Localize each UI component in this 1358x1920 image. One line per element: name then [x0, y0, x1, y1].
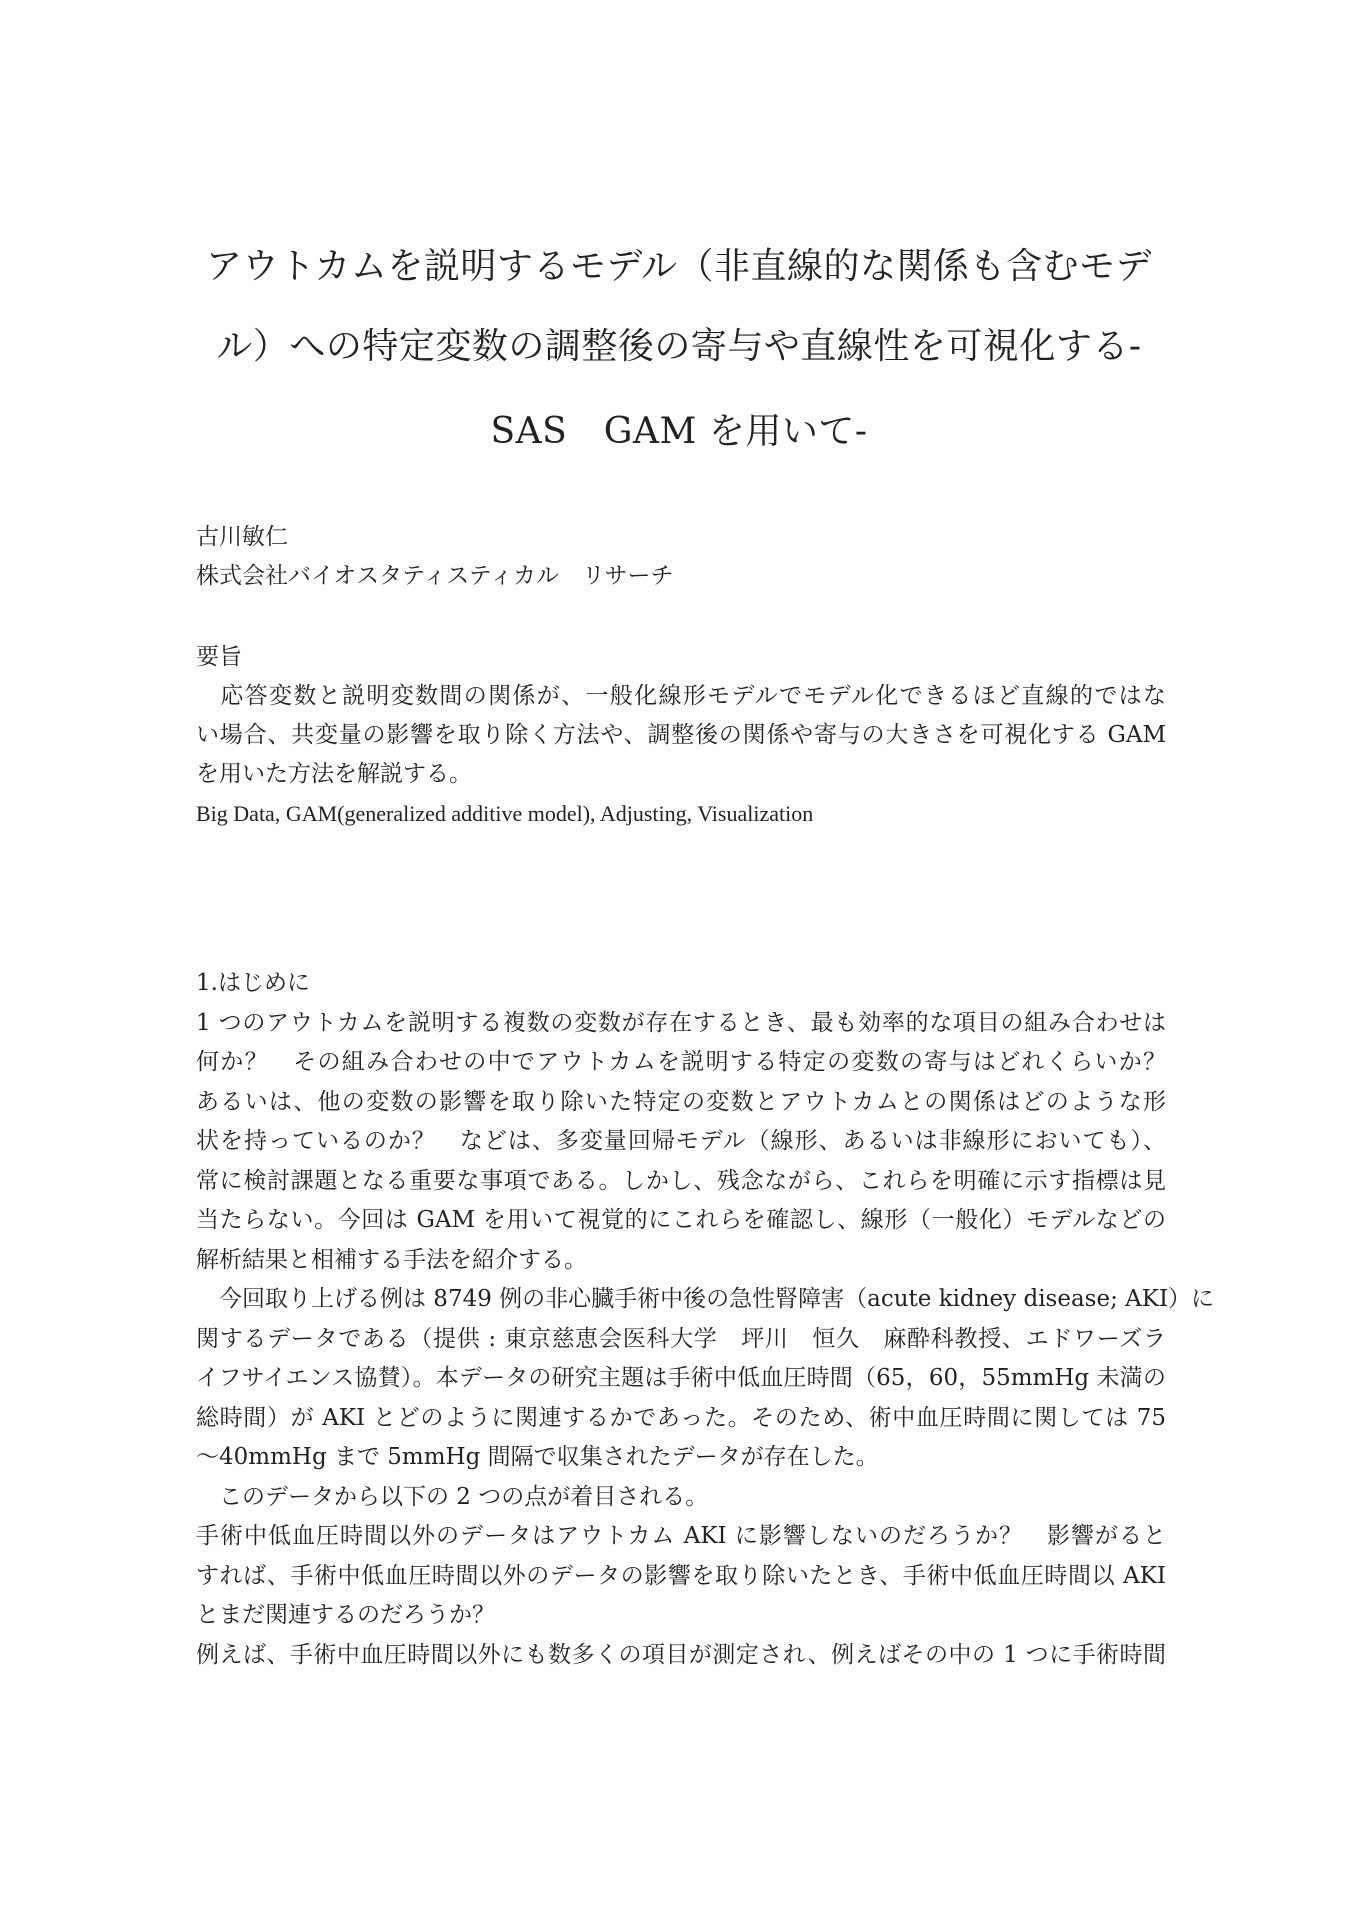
body-line: 今回取り上げる例は 8749 例の非心臓手術中後の急性腎障害（acute kidney disease; AKI）に: [196, 1286, 1215, 1312]
abstract-line: い場合、共変量の影響を取り除く方法や、調整後の関係や寄与の大きさを可視化する GAM: [196, 722, 1166, 748]
body-line: 常に検討課題となる重要な事項である。しかし、残念ながら、これらを明確に示す指標は見: [196, 1168, 1166, 1194]
body-line: あるいは、他の変数の影響を取り除いた特定の変数とアウトカムとの関係はどのような形: [196, 1089, 1166, 1115]
title-line-3: SAS GAM を用いて-: [490, 411, 868, 452]
body-line: ～40mmHg まで 5mmHg 間隔で収集されたデータが存在した。: [196, 1444, 879, 1470]
body-line: 例えば、手術中血圧時間以外にも数多くの項目が測定され、例えばその中の 1 つに手術時間: [196, 1642, 1166, 1668]
abstract-line: 応答変数と説明変数間の関係が、一般化線形モデルでモデル化できるほど直線的ではな: [196, 683, 1166, 709]
body-line: 総時間）が AKI とどのように関連するかであった。そのため、術中血圧時間に関しては 75: [196, 1405, 1166, 1431]
author-affiliation: 株式会社バイオスタティスティカル リサーチ: [196, 563, 674, 589]
body-line: すれば、手術中低血圧時間以外のデータの影響を取り除いたとき、手術中低血圧時間以 AKI: [196, 1563, 1166, 1589]
body-line: 手術中低血圧時間以外のデータはアウトカム AKI に影響しないのだろうか？ 影響がると: [196, 1523, 1166, 1549]
title-line-1: アウトカムを説明するモデル（非直線的な関係も含むモデ: [205, 246, 1153, 287]
abstract-heading: 要旨: [196, 644, 242, 670]
body-line: 1 つのアウトカムを説明する複数の変数が存在するとき、最も効率的な項目の組み合わせは: [196, 1010, 1166, 1036]
author-name: 古川敏仁: [196, 524, 288, 550]
body-line: 状を持っているのか？ などは、多変量回帰モデル（線形、あるいは非線形においても）、: [196, 1128, 1166, 1154]
keywords: Big Data, GAM(generalized additive model), Adjusting, Visualization: [196, 801, 814, 826]
section-heading: 1.はじめに: [196, 970, 310, 996]
body-line: 解析結果と相補する手法を紹介する。: [196, 1247, 587, 1273]
body-line: 関するデータである（提供 : 東京慈恵会医科大学 坪川 恒久 麻酔科教授、エドワーズラ: [196, 1326, 1166, 1352]
abstract-line: を用いた方法を解説する。: [196, 761, 472, 787]
body-line: イフサイエンス協賛）。本データの研究主題は手術中低血圧時間（65，60，55mmHg 未満の: [196, 1365, 1166, 1391]
body-line: 何か？ その組み合わせの中でアウトカムを説明する特定の変数の寄与はどれくらいか？: [196, 1049, 1166, 1075]
body-line: 当たらない。今回は GAM を用いて視覚的にこれらを確認し、線形（一般化）モデルなどの: [196, 1207, 1166, 1233]
body-line: このデータから以下の 2 つの点が着目される。: [196, 1484, 709, 1510]
title-line-2: ル）への特定変数の調整後の寄与や直線性を可視化する-: [216, 326, 1142, 367]
body-line: とまだ関連するのだろうか？: [196, 1602, 495, 1628]
